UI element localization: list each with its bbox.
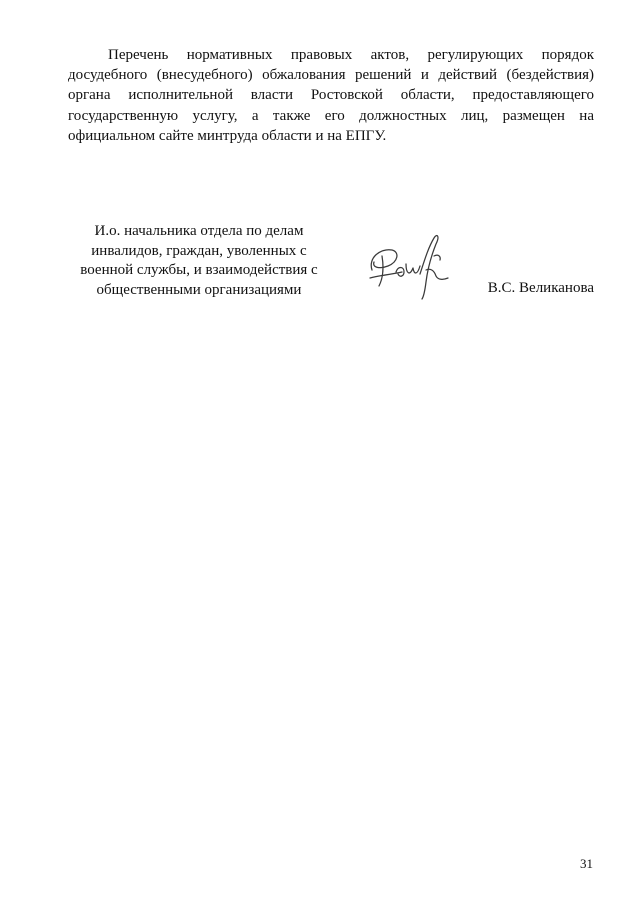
signer-name: В.С. Великанова bbox=[487, 280, 594, 296]
appeal-procedure-paragraph: Перечень нормативных правовых актов, регулирующих порядок досудебного (внесудебного) обжалования решений и действий (бездействия) органа исполнительной власти Ростовской области, предоставляющего государственную услугу, а также его должностных лиц, размещен на официальном сайте минтруда области и на ЕПГУ. bbox=[68, 47, 594, 144]
signer-position: И.о. начальника отдела по делам инвалидов, граждан, уволенных с военной службы, и взаимодействия с общественными организациями bbox=[80, 223, 318, 298]
signature-block bbox=[68, 222, 594, 302]
page-number: 31 bbox=[580, 856, 593, 871]
handwritten-signature bbox=[364, 228, 456, 300]
